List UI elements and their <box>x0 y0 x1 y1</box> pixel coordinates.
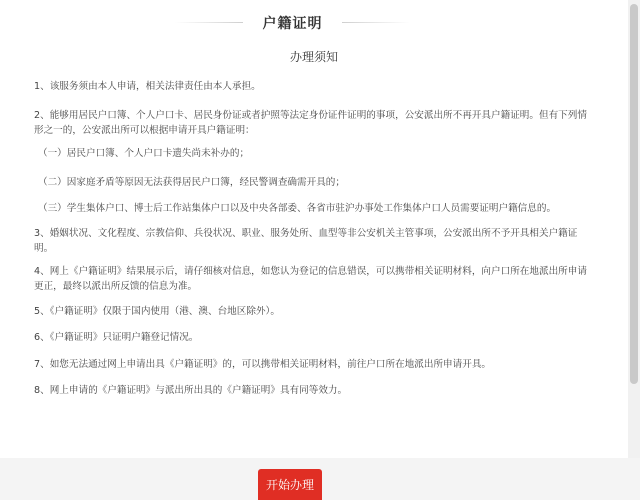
page-title: 户籍证明 <box>262 16 323 32</box>
notice-item-5: 5、《户籍证明》仅限于国内使用（港、澳、台地区除外）。 <box>34 306 280 317</box>
header <box>0 10 628 36</box>
notice-item-4: 4、网上《户籍证明》结果展示后，请仔细核对信息，如您认为登记的信息错误，可以携带相关证明材料，向户口所在地派出所申请更正，最终以派出所反馈的信息为准。 <box>34 266 587 292</box>
scrollbar[interactable] <box>628 0 640 458</box>
notice-item-2-3: （三）学生集体户口、博士后工作站集体户口以及中央各部委、各省市驻沪办事处工作集体户口人员需要证明户籍信息的。 <box>38 203 557 214</box>
notice-item-3: 3、婚姻状况、文化程度、宗教信仰、兵役状况、职业、服务处所、血型等非公安机关主管事项，公安派出所不予开具相关户籍证明。 <box>34 228 578 254</box>
scrollbar-thumb[interactable] <box>630 4 638 384</box>
start-button[interactable]: 开始办理 <box>258 469 322 500</box>
header-divider-right <box>342 22 410 23</box>
notice-item-7: 7、如您无法通过网上申请出具《户籍证明》的，可以携带相关证明材料，前往户口所在地派出所申请开具。 <box>34 359 492 370</box>
notice-item-8: 8、网上申请的《户籍证明》与派出所出具的《户籍证明》具有同等效力。 <box>34 385 348 396</box>
notice-item-2-1: （一）居民户口簿、个人户口卡遗失尚未补办的； <box>38 148 250 159</box>
header-divider-left <box>175 22 243 23</box>
notice-item-6: 6、《户籍证明》只证明户籍登记情况。 <box>34 332 199 343</box>
section-subtitle: 办理须知 <box>289 50 338 64</box>
notice-item-2: 2、能够用居民户口簿、个人户口卡、居民身份证或者护照等法定身份证件证明的事项，公安派出所不再开具户籍证明。但有下列情形之一的，公安派出所可以根据申请开具户籍证明： <box>34 110 587 136</box>
notice-item-1: 1、该服务须由本人申请，相关法律责任由本人承担。 <box>34 81 261 92</box>
notice-item-2-2: （二）因家庭矛盾等原因无法获得居民户口簿，经民警调查确需开具的； <box>38 177 345 188</box>
